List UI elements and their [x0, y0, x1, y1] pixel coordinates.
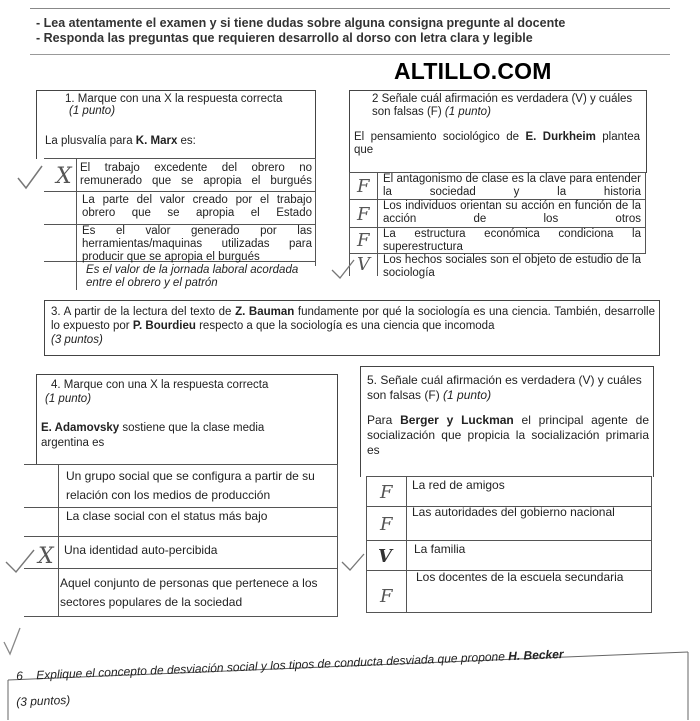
q4-options [24, 464, 340, 618]
q5-options [366, 476, 652, 614]
q2-title [372, 93, 644, 119]
q5-option-2[interactable]: Las autoridades del gobierno nacional [412, 505, 615, 519]
instructions [36, 16, 676, 46]
q5-points: (1 punto) [443, 388, 492, 402]
q1-check-icon [14, 160, 54, 200]
q5-option-3[interactable]: La familia [414, 542, 466, 556]
instructions-rule [30, 54, 670, 55]
q2-option-4[interactable]: Los hechos sociales son el objeto de estudio de la sociología [383, 254, 641, 279]
q5-mark-1[interactable]: F [380, 482, 393, 503]
instruction-line-2: - Responda las preguntas que requieren desarrollo al dorso con letra clara y legible [36, 31, 533, 45]
q5-prompt-prefix: Para [367, 413, 401, 427]
q2-option-1[interactable]: El antagonismo de clase es la clave para entender la sociedad y la historia [383, 173, 641, 198]
q6-question: Explique el concepto de desviación social y los tipos de conducta desviada que propone [35, 649, 509, 683]
q4-prompt-author: E. Adamovsky [41, 422, 120, 434]
instruction-line-1: - Lea atentamente el examen y si tiene dudas sobre alguna consigna pregunte al docente [36, 16, 566, 30]
q4-mark-3[interactable]: X [38, 544, 54, 569]
q4-prompt-suffix: sostiene que la clase media argentina es [41, 422, 265, 449]
q3-author-1: Z. Bauman [235, 306, 295, 318]
q2-title-text: 2 Señale cuál afirmación es verdadera (V) y cuáles son falsas (F) [372, 93, 633, 118]
q1-mark-1[interactable]: X [56, 164, 72, 189]
q4-option-2[interactable]: La clase social con el status más bajo [66, 509, 268, 523]
q2-points: (1 punto) [444, 106, 491, 118]
q3-text-2: fundamente por qué la sociología es una ciencia. También, desarrolle lo expuesto por [51, 306, 656, 332]
q3-number: 3. [51, 306, 61, 318]
q2-check-icon [330, 254, 360, 284]
q5-check-icon [340, 548, 370, 578]
q2-options [349, 172, 646, 278]
q3-text-3: respecto a que la sociología es una ciencia que incomoda [195, 320, 495, 332]
q3-text [51, 305, 655, 347]
q4-title: 4. Marque con una X la respuesta correcta [51, 379, 269, 391]
q6-number: 6 [15, 668, 24, 683]
q4-prompt [41, 421, 311, 451]
q2-box [349, 90, 647, 173]
q6-author: H. Becker [507, 647, 564, 664]
q1-title: 1. Marque con una X la respuesta correcta [65, 93, 283, 105]
q2-mark-1[interactable]: F [357, 176, 370, 197]
q1-prompt-author: K. Marx [135, 135, 178, 147]
q5-option-1[interactable]: La red de amigos [412, 478, 505, 492]
top-rule [30, 8, 670, 9]
q2-prompt-prefix: El pensamiento sociológico de [354, 131, 526, 143]
q5-mark-2[interactable]: F [380, 514, 393, 535]
q1-box [36, 90, 316, 159]
q1-option-4[interactable]: Es el valor de la jornada laboral acordada entre el obrero y el patrón [86, 264, 299, 289]
q3-author-2: P. Bourdieu [132, 320, 196, 332]
q6-box [4, 644, 694, 720]
q1-option-3[interactable] [82, 225, 312, 264]
q1-option-1[interactable]: El trabajo excedente del obrero no remunerado que se apropia el burgués [80, 162, 312, 187]
q1-points: (1 punto) [69, 105, 116, 117]
q5-mark-3[interactable]: V [378, 546, 392, 567]
q2-prompt-suffix: plantea que [354, 131, 640, 156]
q5-prompt-suffix: el principal agente de socialización que propicia la socialización primaria es [367, 413, 649, 457]
q2-prompt [354, 131, 640, 157]
q4-option-1[interactable]: Un grupo social que se configura a partir de su relación con los medios de producción [66, 469, 315, 502]
q4-box [36, 374, 338, 465]
q1-option-3-text: Es el valor generado por las herramientas/maquinas utilizadas para producir que se apropia el burgués [82, 225, 312, 263]
q5-title-text: 5. Señale cuál afirmación es verdadera (V) y cuáles son falsas (F) [367, 373, 642, 402]
q5-mark-4[interactable]: F [380, 586, 393, 607]
q3-points: (3 puntos) [51, 334, 103, 346]
q5-option-4[interactable]: Los docentes de la escuela secundaria [416, 570, 624, 584]
q3-text-1: A partir de la lectura del texto de [60, 306, 236, 318]
q5-box [360, 366, 654, 477]
q4-option-3[interactable]: Una identidad auto-percibida [64, 543, 218, 557]
q4-option-4[interactable]: Aquel conjunto de personas que pertenece a los sectores populares de la sociedad [60, 576, 318, 609]
q4-points: (1 punto) [45, 393, 92, 405]
q5-prompt [367, 413, 649, 458]
q1-options [44, 158, 316, 290]
q2-option-3[interactable]: La estructura económica condiciona la superestructura [383, 228, 641, 253]
q1-prompt-prefix: La plusvalía para [45, 135, 136, 147]
q2-mark-2[interactable]: F [357, 204, 370, 225]
q6-points: (3 puntos) [15, 692, 71, 709]
q5-title [367, 373, 651, 403]
q2-option-2[interactable]: Los individuos orientan su acción en función de la acción de los otros [383, 200, 641, 225]
q1-prompt [45, 135, 196, 148]
q2-mark-4[interactable]: V [357, 254, 370, 275]
q4-check-icon [2, 540, 42, 580]
q2-mark-3[interactable]: F [357, 230, 370, 251]
q5-prompt-author: Berger y Luckman [400, 413, 514, 427]
q2-prompt-author: E. Durkheim [525, 131, 596, 143]
q3-box [44, 300, 660, 356]
q1-option-2[interactable]: La parte del valor creado por el trabajo obrero que se apropia el Estado [82, 194, 312, 219]
brand-logo: ALTILLO.COM [394, 58, 552, 84]
q1-prompt-suffix: es: [177, 135, 196, 147]
